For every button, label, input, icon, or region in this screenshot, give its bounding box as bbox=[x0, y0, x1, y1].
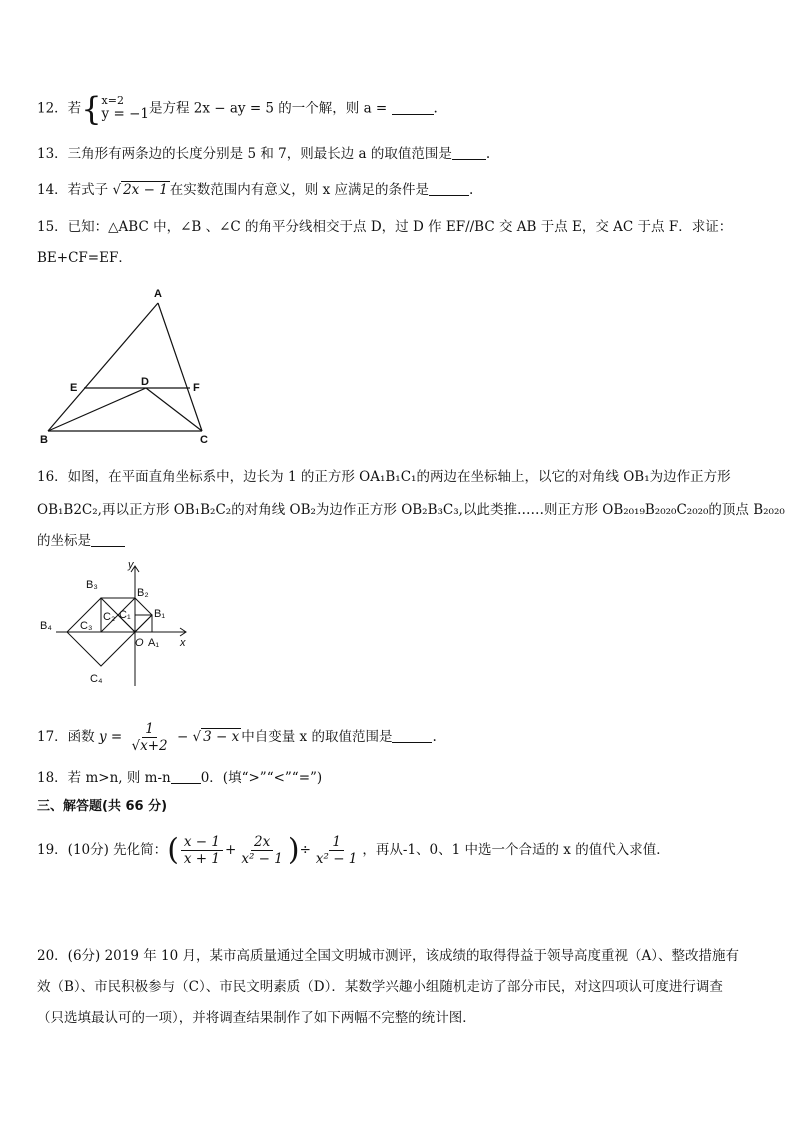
answer-blank[interactable] bbox=[392, 100, 434, 115]
label-c: C bbox=[200, 434, 208, 446]
question-12: 12．若{ x=2 y = −1 是方程 2x − ay = 5 的一个解，则 a = . bbox=[37, 90, 438, 128]
label-b2: B₂ bbox=[137, 587, 149, 599]
question-20-line1: 20．(6分) 2019 年 10 月，某市高质量通过全国文明城市测评，该成绩的取得得益于领导高度重视（A）、整改措施有 bbox=[37, 948, 739, 964]
question-15-line1: 15．已知：△ABC 中，∠B 、∠C 的角平分线相交于点 D，过 D 作 EF//BC 交 AB 于点 E，交 AC 于点 F．求证： bbox=[37, 219, 733, 235]
question-20-line2: 效（B）、市民积极参与（C）、市民文明素质（D）．某数学兴趣小组随机走访了部分市民，对这四项认可度进行调查 bbox=[37, 979, 723, 995]
side-ac bbox=[158, 303, 202, 431]
question-20-line3: （只选填最认可的一项），并将调查结果制作了如下两幅不完整的统计图． bbox=[37, 1010, 476, 1026]
fraction: $\frac{x - 1}{x + 1}$ bbox=[181, 834, 223, 867]
q13-text: 13．三角形有两条边的长度分别是 5 和 7，则最长边 a 的取值范围是 bbox=[37, 146, 452, 162]
q12-text: 是方程 2x − ay = 5 的一个解，则 a = bbox=[148, 100, 392, 117]
answer-blank[interactable] bbox=[392, 728, 432, 743]
side-ab bbox=[48, 303, 158, 431]
answer-blank[interactable] bbox=[91, 532, 125, 547]
label-b: B bbox=[40, 434, 48, 446]
coordinate-squares-figure bbox=[30, 560, 200, 695]
q12-number: 12．若 bbox=[37, 100, 82, 117]
label-b1: B₁ bbox=[154, 608, 166, 620]
label-c3: C₃ bbox=[80, 620, 93, 632]
question-19: 19．(10分) 先化简：( $\frac{x - 1}{x + 1}$ + $\frac{2x}{\text{x² − 1}}$ )÷ $\frac{1}{\text{x² − 1}}$ ，再从-1、0、1 中选一个合适的 x 的值代入求值． bbox=[37, 832, 670, 868]
label-c1: C₁ bbox=[119, 609, 131, 621]
fraction: $\frac{1}{\text{x² − 1}}$ bbox=[315, 834, 358, 867]
question-13: 13．三角形有两条边的长度分别是 5 和 7，则最长边 a 的取值范围是 . bbox=[37, 146, 491, 162]
equation-system: x=2 y = −1 bbox=[101, 94, 149, 122]
answer-blank[interactable] bbox=[429, 181, 469, 196]
question-17: 17．函数 y = $\frac{1}{√x+2}$ − √ 3 − x 中自变量 x 的取值范围是 . bbox=[37, 721, 437, 754]
label-a: A bbox=[154, 288, 162, 300]
label-a1: A₁ bbox=[148, 637, 160, 649]
question-14: 14．若式子 √ 2x − 1 在实数范围内有意义，则 x 应满足的条件是 . bbox=[37, 182, 474, 198]
label-c2: C₂ bbox=[103, 611, 116, 623]
label-d: D bbox=[141, 376, 149, 388]
question-18: 18．若 m>n, 则 m-n 0．(填“>”“<”“=”) bbox=[37, 770, 323, 786]
question-16-line1: 16．如图，在平面直角坐标系中，边长为 1 的正方形 OA₁B₁C₁的两边在坐标轴上，以它的对角线 OB₁为边作正方形 bbox=[37, 469, 731, 485]
question-16-line3: 的坐标是 bbox=[37, 531, 125, 551]
fraction: $\frac{2x}{\text{x² − 1}}$ bbox=[241, 834, 283, 867]
fraction: $\frac{1}{√x+2}$ bbox=[131, 721, 168, 754]
label-c4: C₄ bbox=[90, 673, 103, 685]
label-b3: B₃ bbox=[86, 579, 98, 591]
section-heading: 三、解答题(共 66 分) bbox=[37, 799, 168, 814]
label-b4: B₄ bbox=[40, 620, 52, 632]
label-y: y bbox=[128, 560, 134, 571]
question-16-line2: OB₁B2C₂,再以正方形 OB₁B₂C₂的对角线 OB₂为边作正方形 OB₂B₃C₃,以此类推……则正方形 OB₂₀₁₉B₂₀₂₀C₂₀₂₀的顶点 B₂₀₂₀ bbox=[37, 502, 785, 518]
answer-blank[interactable] bbox=[452, 145, 486, 160]
label-x: x bbox=[180, 637, 186, 649]
label-o: O bbox=[135, 637, 144, 649]
label-f: F bbox=[193, 382, 200, 394]
radical-expression: 2x − 1 bbox=[123, 182, 168, 198]
question-15-line2: BE+CF=EF． bbox=[37, 250, 132, 266]
system-brace: { bbox=[81, 90, 102, 128]
bisector-cd bbox=[146, 388, 202, 431]
answer-blank[interactable] bbox=[171, 769, 201, 784]
bisector-bd bbox=[48, 388, 146, 431]
triangle-figure bbox=[30, 285, 230, 450]
label-e: E bbox=[70, 382, 78, 394]
